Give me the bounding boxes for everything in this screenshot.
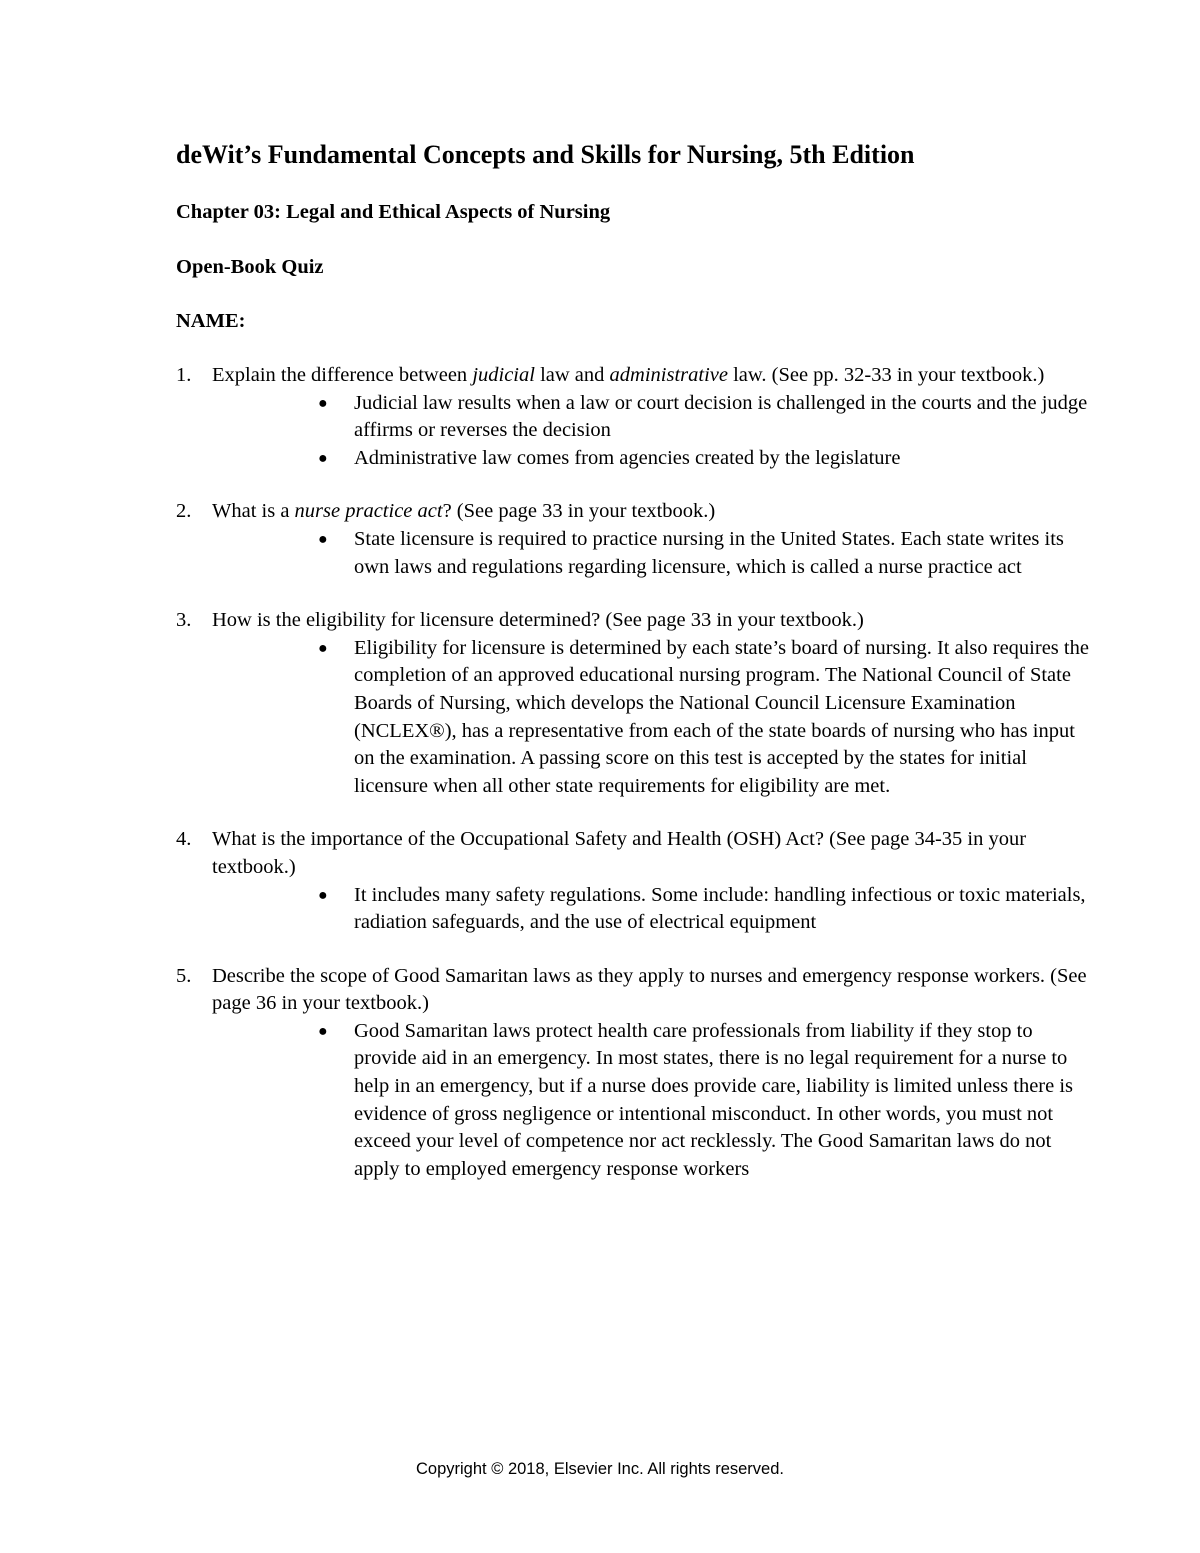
question-text: Explain the difference between judicial law and administrative law. (See pp. 32-33 in your textbook.) [212, 364, 1045, 386]
bullet-icon: ● [318, 886, 328, 904]
chapter-heading: Chapter 03: Legal and Ethical Aspects of Nursing [176, 201, 611, 223]
answer-list [212, 526, 1096, 581]
answer-list [212, 635, 1096, 801]
question-list [176, 362, 1096, 1209]
answer-text: Administrative law comes from agencies created by the legislature [354, 446, 901, 469]
answer-item [318, 1018, 1096, 1184]
emphasis-term: nurse practice act [294, 500, 443, 523]
bullet-icon: ● [318, 449, 328, 467]
question-number: 2. [176, 500, 192, 523]
question-number: 3. [176, 609, 192, 632]
answer-list [212, 390, 1096, 473]
name-label: NAME: [176, 310, 246, 332]
question-item [176, 607, 1096, 800]
answer-text: State licensure is required to practice nursing in the United States. Each state writes its own laws and regulations regarding licensure, which is called a nurse practice act [354, 527, 1064, 578]
answer-item [318, 635, 1096, 801]
bullet-icon: ● [318, 1022, 328, 1040]
bullet-icon: ● [318, 639, 328, 657]
question-item [176, 826, 1096, 936]
answer-item [318, 526, 1096, 581]
question-text: Describe the scope of Good Samaritan laws as they apply to nurses and emergency response workers. (See page 36 in your textbook.) [212, 964, 1087, 1015]
question-number: 1. [176, 364, 192, 386]
emphasis-term: administrative [609, 364, 728, 386]
emphasis-term: judicial [472, 364, 535, 386]
question-number: 5. [176, 964, 192, 987]
copyright-footer: Copyright © 2018, Elsevier Inc. All rights reserved. [416, 1460, 784, 1478]
answer-text: Judicial law results when a law or court decision is challenged in the courts and the judge affirms or reverses the decision [354, 391, 1088, 442]
question-item [176, 963, 1096, 1184]
answer-text: It includes many safety regulations. Some include: handling infectious or toxic materials, radiation safeguards, and the use of electrical equipment [354, 883, 1086, 934]
answer-item [318, 390, 1096, 445]
question-text: What is the importance of the Occupational Safety and Health (OSH) Act? (See page 34-35 in your textbook.) [212, 828, 1027, 878]
bullet-icon: ● [318, 394, 328, 412]
quiz-type-heading: Open-Book Quiz [176, 256, 324, 278]
question-text: How is the eligibility for licensure determined? (See page 33 in your textbook.) [212, 609, 864, 632]
answer-list [212, 1018, 1096, 1184]
question-item [176, 362, 1096, 472]
answer-item [318, 882, 1096, 937]
answer-item [318, 445, 1096, 473]
bullet-icon: ● [318, 530, 328, 548]
answer-text: Eligibility for licensure is determined by each state’s board of nursing. It also requires the completion of an approved educational nursing program. The National Council of State Boards of Nursing, which develops the National Council Licensure Examination (NCLEX®), has a representative from each of the state boards of nursing who has input on the examination. A passing score on this test is accepted by the states for initial licensure when all other state requirements for eligibility are met. [354, 636, 1089, 797]
question-number: 4. [176, 828, 192, 851]
question-item [176, 498, 1096, 581]
answer-text: Good Samaritan laws protect health care professionals from liability if they stop to provide aid in an emergency. In most states, there is no legal requirement for a nurse to help in an emergency, but if a nurse does provide care, liability is limited unless there is evidence of gross negligence or intentional misconduct. In other words, you must not exceed your level of competence nor act recklessly. The Good Samaritan laws do not apply to employed emergency response workers [354, 1019, 1074, 1180]
document-title: deWit’s Fundamental Concepts and Skills for Nursing, 5th Edition [176, 140, 915, 169]
question-text: What is a nurse practice act? (See page 33 in your textbook.) [212, 500, 716, 523]
answer-list [212, 882, 1096, 937]
